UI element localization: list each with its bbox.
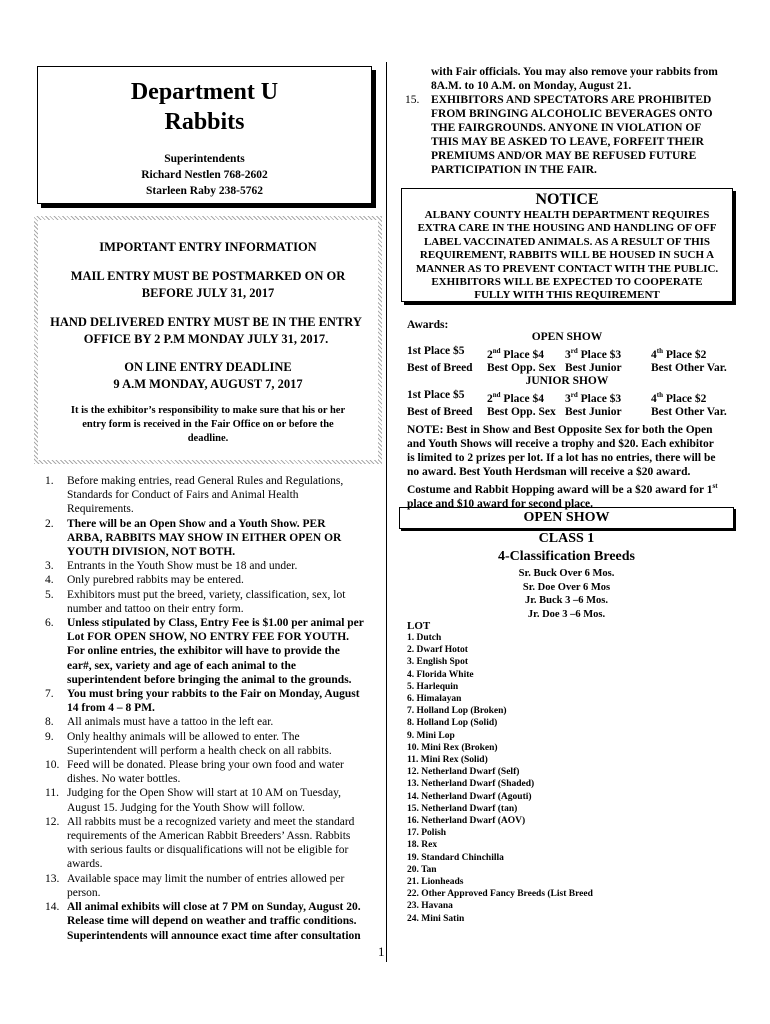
rule-number: 9.	[45, 730, 54, 743]
rule15-text	[431, 93, 713, 177]
rule-line: For online entries, the exhibitor will have to provide the	[67, 645, 340, 658]
rule-line: ear#, sex, variety and age of each animal to the	[67, 659, 297, 672]
rule14-cont-line1: with Fair officials. You may also remove your rabbits from	[431, 66, 718, 78]
rule-number: 13.	[45, 872, 60, 885]
rule-number: 12.	[45, 815, 60, 828]
junior-best-of-breed: Best of Breed	[407, 406, 473, 419]
lot-item: 20. Tan	[407, 864, 437, 875]
division-item: Sr. Doe Over 6 Mos	[522, 581, 611, 593]
rule-number: 8.	[45, 716, 54, 729]
rule-line: Standards for Conduct of Fairs and Animal Health	[67, 489, 299, 502]
rule-line: All rabbits must be a recognized variety and meet the standard	[67, 815, 355, 828]
online-deadline-line2: 9 A.M MONDAY, AUGUST 7, 2017	[113, 377, 303, 391]
rule-number: 2.	[45, 517, 54, 530]
rules-list	[36, 474, 381, 943]
rule-item	[36, 559, 381, 573]
mail-entry-line1: MAIL ENTRY MUST BE POSTMARKED ON OR	[70, 269, 346, 283]
lot-item: 12. Netherland Dwarf (Self)	[407, 767, 520, 778]
rule-number: 14.	[45, 901, 60, 914]
lot-item: 19. Standard Chinchilla	[407, 852, 504, 863]
rule-number: 1.	[45, 475, 54, 487]
rule-item	[36, 715, 381, 729]
junior-show-heading: JUNIOR SHOW	[525, 375, 609, 388]
rule-line: Only purebred rabbits may be entered.	[67, 574, 244, 587]
division-item: Jr. Buck 3 –6 Mos.	[524, 595, 609, 606]
note-line: NOTE: Best in Show and Best Opposite Sex for both the Open	[407, 424, 713, 436]
note-line: no award. Best Youth Herdsman will receive a $20 award.	[407, 466, 691, 478]
rule-line: Unless stipulated by Class, Entry Fee is $1.00 per animal per	[67, 617, 364, 630]
lot-item: 23. Havana	[407, 901, 453, 912]
rule15-line: PARTICIPATION IN THE FAIR.	[431, 164, 597, 176]
rule-line: ARBA, RABBITS MAY SHOW IN EITHER OPEN OR	[67, 531, 342, 544]
awards-note	[407, 423, 733, 511]
rule15-number: 15.	[405, 94, 420, 106]
rule-line: Judging for the Open Show will start at 10 AM on Tuesday,	[67, 787, 341, 800]
rule-line: All animal exhibits will close at 7 PM on Sunday, August 20.	[67, 901, 361, 914]
class-title: CLASS 1	[538, 531, 595, 546]
rule-line: superintendent before bringing the animal to the grounds.	[67, 673, 352, 686]
rule-item	[36, 573, 381, 587]
rule-line: Requirements.	[67, 503, 134, 516]
open-show-box	[399, 507, 734, 529]
rule-line: Before making entries, read General Rules and Regulations,	[67, 475, 344, 487]
rule-item	[36, 786, 381, 814]
lot-item: 16. Netherland Dwarf (AOV)	[407, 816, 526, 827]
lot-item: 4. Florida White	[407, 669, 474, 680]
notice-line: FULLY WITH THIS REQUIREMENT	[474, 289, 660, 302]
mail-entry-line2: BEFORE JULY 31, 2017	[141, 286, 275, 300]
rule-item	[36, 616, 381, 687]
responsibility-text	[38, 404, 378, 446]
notice-line: EXTRA CARE IN THE HOUSING AND HANDLING OF OFF	[417, 222, 717, 235]
open-best-of-breed: Best of Breed	[407, 361, 473, 374]
hand-entry-line2: OFFICE BY 2 P.M MONDAY JULY 31, 2017.	[83, 332, 329, 346]
lot-item: 21. Lionheads	[407, 877, 464, 888]
rule-item	[36, 815, 381, 872]
rule-line: Only healthy animals will be allowed to enter. The	[67, 730, 300, 743]
hand-entry-line1: HAND DELIVERED ENTRY MUST BE IN THE ENTRY	[50, 315, 362, 329]
rule-line: with serious faults or disqualifications will not be eligible for	[67, 844, 349, 857]
responsibility-line2: entry form is received in the Fair Office on or before the	[82, 419, 334, 430]
rule-line: Available space may limit the number of entries allowed per	[67, 872, 345, 885]
open-fourth-place: 4th Place $2	[651, 346, 707, 361]
junior-best-junior: Best Junior	[565, 406, 622, 419]
rule-item	[36, 730, 381, 758]
rule-number: 10.	[45, 759, 60, 772]
lot-item: 8. Holland Lop (Solid)	[407, 718, 498, 729]
notice-line: EXHIBITORS WILL BE EXPECTED TO COOPERATE	[431, 276, 703, 289]
rule-line: Superintendents will announce exact time after consultation	[67, 929, 361, 942]
rule-item	[36, 758, 381, 786]
open-place-row	[405, 345, 729, 362]
rule-item	[36, 687, 381, 715]
superintendent-2: Starleen Raby 238-5762	[146, 185, 263, 197]
open-show-heading: OPEN SHOW	[531, 331, 603, 343]
lot-item: 7. Holland Lop (Broken)	[407, 706, 507, 717]
rule-item	[36, 517, 381, 560]
lot-item: 13. Netherland Dwarf (Shaded)	[407, 779, 535, 790]
junior-best-other-var: Best Other Var.	[651, 406, 727, 419]
junior-best-opp-sex: Best Opp. Sex	[487, 406, 556, 419]
superintendents-label: Superintendents	[164, 153, 245, 165]
rule-line: Lot FOR OPEN SHOW, NO ENTRY FEE FOR YOUTH.	[67, 631, 350, 644]
open-second-place: 2nd Place $4	[487, 346, 544, 361]
rule-line: All animals must have a tattoo in the left ear.	[67, 716, 274, 729]
lot-item: 17. Polish	[407, 828, 447, 839]
awards-table	[405, 331, 729, 420]
rule15-line: FROM BRINGING ALCOHOLIC BEVERAGES ONTO	[431, 108, 713, 120]
rule-number: 7.	[45, 688, 54, 701]
rule-line: awards.	[67, 858, 103, 871]
open-best-other-var: Best Other Var.	[651, 361, 727, 374]
junior-fourth-place: 4th Place $2	[651, 390, 707, 405]
department-title-box	[37, 66, 372, 204]
notice-body	[402, 209, 732, 303]
rule14-cont-line2: 8A.M. to 10 A.M. on Monday, August 21.	[431, 80, 632, 92]
rule-number: 11.	[45, 787, 59, 800]
rule-number: 3.	[45, 560, 54, 573]
rule-item	[36, 900, 381, 943]
note-line5: Costume and Rabbit Hopping award will be a $20 award for 1st	[407, 482, 718, 496]
online-deadline-line1: ON LINE ENTRY DEADLINE	[124, 360, 292, 374]
rule-line: requirements of the American Rabbit Breeders’ Assn. Rabbits	[67, 830, 351, 843]
lot-item: 18. Rex	[407, 840, 438, 851]
rule-item	[36, 588, 381, 616]
rule15-line: EXHIBITORS AND SPECTATORS ARE PROHIBITED	[431, 94, 712, 106]
lot-item: 15. Netherland Dwarf (tan)	[407, 803, 518, 814]
rule15-line: THIS MAY BE ASKED TO LEAVE, FORFEIT THEIR	[431, 136, 704, 148]
notice-title: NOTICE	[535, 191, 599, 208]
rule15-line: THE FAIRGROUNDS. ANYONE IN VIOLATION OF	[431, 122, 702, 134]
rule-item	[36, 872, 381, 900]
notice-line: LABEL VACCINATED ANIMALS. AS A RESULT OF THIS	[423, 235, 711, 248]
responsibility-line1: It is the exhibitor’s responsibility to make sure that his or her	[70, 405, 346, 416]
notice-line: MANNER AS TO PREVENT CONTACT WITH THE PUBLIC.	[415, 262, 719, 275]
lot-list	[407, 632, 593, 925]
superintendent-1: Richard Nestlen 768-2602	[141, 169, 268, 181]
note-line6: place and $10 award for second place.	[407, 497, 594, 510]
classification-title: 4-Classification Breeds	[497, 549, 635, 564]
rule-line: 14 from 4 – 8 PM.	[67, 702, 155, 715]
rule14-continued	[431, 65, 718, 93]
division-item: Jr. Doe 3 –6 Mos.	[527, 608, 606, 620]
awards-label: Awards:	[407, 319, 449, 331]
division-item: Sr. Buck Over 6 Mos.	[518, 568, 615, 579]
notice-box	[401, 188, 733, 302]
lot-item: 9. Mini Lop	[407, 730, 455, 741]
rule-line: YOUTH DIVISION, NOT BOTH.	[67, 546, 236, 559]
rule15-line: PREMIUMS AND/OR MAY BE REFUSED FUTURE	[431, 150, 697, 162]
open-show-title: OPEN SHOW	[523, 510, 610, 525]
notice-line: REQUIREMENT, RABBITS WILL BE HOUSED IN SUCH A	[419, 249, 715, 262]
rule-line: Exhibitors must put the breed, variety, classification, sex, lot	[67, 588, 346, 601]
rule-item	[36, 474, 381, 517]
rule-line: Feed will be donated. Please bring your own food and water	[67, 759, 344, 772]
note-line: is limited to 2 prizes per lot. If a lot has no entries, there will be	[407, 452, 716, 464]
junior-third-place: 3rd Place $3	[565, 390, 622, 405]
lot-item: 1. Dutch	[407, 633, 442, 643]
department-title: Department U	[130, 79, 279, 105]
lot-item: 5. Harlequin	[407, 681, 459, 692]
lot-item: 14. Netherland Dwarf (Agouti)	[407, 791, 532, 802]
page-number: 1	[378, 944, 385, 959]
entry-info-heading: IMPORTANT ENTRY INFORMATION	[99, 240, 317, 254]
column-divider	[386, 62, 387, 962]
lot-item: 22. Other Approved Fancy Breeds (List Breed	[407, 889, 593, 900]
open-best-row	[405, 362, 729, 376]
lot-item: 6. Himalayan	[407, 694, 462, 705]
junior-second-place: 2nd Place $4	[487, 390, 544, 405]
lot-item: 2. Dwarf Hotot	[407, 645, 468, 656]
junior-place-row	[405, 389, 729, 406]
notice-line: ALBANY COUNTY HEALTH DEPARTMENT REQUIRES	[424, 209, 710, 221]
junior-first-place: 1st Place $5	[407, 388, 465, 401]
rule-line: There will be an Open Show and a Youth Show. PER	[67, 517, 326, 530]
rule-number: 4.	[45, 574, 54, 587]
open-third-place: 3rd Place $3	[565, 346, 622, 361]
lot-item: 3. English Spot	[407, 657, 468, 668]
rule-line: number and tattoo on their entry form.	[67, 602, 244, 615]
lot-item: 11. Mini Rex (Solid)	[407, 755, 488, 766]
lot-item: 10. Mini Rex (Broken)	[407, 742, 498, 753]
rule-line: Superintendent will perform a health check on all rabbits.	[67, 744, 332, 757]
rule-line: Entrants in the Youth Show must be 18 and under.	[67, 560, 298, 573]
rule-line: person.	[67, 886, 101, 899]
open-best-opp-sex: Best Opp. Sex	[487, 361, 556, 374]
rule-line: dishes. No water bottles.	[67, 773, 181, 786]
responsibility-line3: deadline.	[187, 433, 229, 444]
category-title: Rabbits	[164, 109, 245, 135]
rule-line: Release time will depend on weather and traffic conditions.	[67, 915, 357, 928]
rule-line: You must bring your rabbits to the Fair on Monday, August	[67, 688, 360, 701]
divisions-list	[400, 567, 733, 621]
lot-label: LOT	[407, 620, 431, 632]
rule-number: 6.	[45, 617, 54, 630]
open-best-junior: Best Junior	[565, 361, 622, 374]
note-line: and Youth Shows will receive a trophy and $20. Each exhibitor	[407, 438, 714, 450]
lot-item: 24. Mini Satin	[407, 913, 465, 924]
rule-line: August 15. Judging for the Youth Show will follow.	[67, 801, 305, 814]
junior-best-row	[405, 406, 729, 420]
open-first-place: 1st Place $5	[407, 344, 465, 357]
rule-number: 5.	[45, 588, 54, 601]
